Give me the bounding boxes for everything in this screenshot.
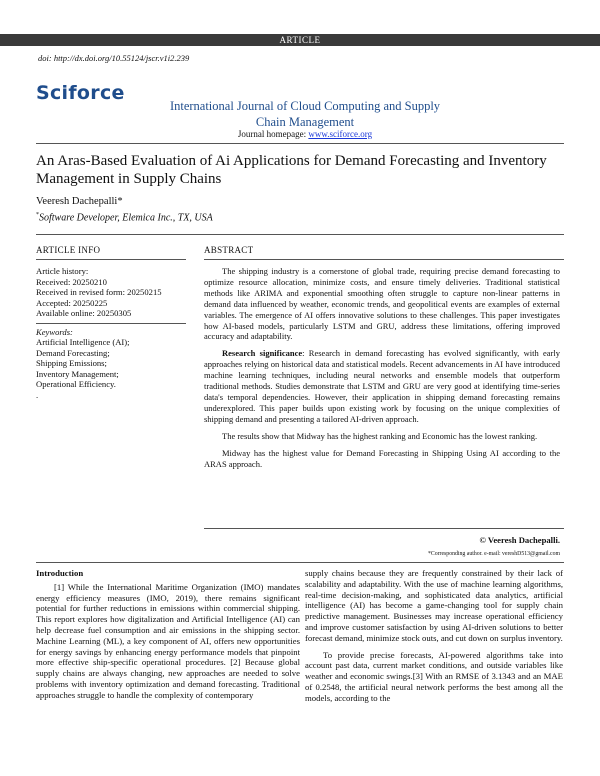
abstract-paragraph: The shipping industry is a cornerstone of global trade, requiring precise demand forecasting to optimize resource allocation, minimize costs, and ensure timely deliveries. Traditional statistical methods like ARIMA and exponential smoothing often struggle to capture non-linear patterns in demand data influenced by weather, economic trends, and geopolitical events are examples of external variables. The emergence of AI offers innovative solutions to these challenges. This paper investigates how AI-based models, particularly LSTM and GRU, address these limitations, offering improved accuracy and adaptability. [204,266,560,342]
keyword: Artificial Intelligence (AI); [36,337,130,347]
author-affiliation [36,212,213,223]
divider [36,259,186,260]
research-significance-text: : Research in demand forecasting has evolved significantly, with early approaches relying on historical data and statistical models. Recent advancements in AI have introduced machine learning techniques, including neural networks and ensemble models that outperform traditional methods. Studies demonstrate that LSTM and GRU are very good at identifying time-series data's temporal dependencies. However, their application in shipping demand forecasting remains underexplored. This paper builds upon existing work by focusing on the unique complexities of shipping demand and presenting a tailored AI-driven approach. [204,348,560,424]
article-info-panel [36,266,186,400]
abstract-paragraph: Midway has the highest value for Demand Forecasting in Shipping Using AI according to the ARAS approach. [204,447,560,469]
publisher-logo: Sciforce [36,82,125,104]
journal-title: International Journal of Cloud Computing and Supply Chain Management [169,99,441,129]
homepage-link[interactable]: www.sciforce.org [308,129,373,139]
body-column-left [36,568,300,707]
affiliation-marker: * [36,212,39,218]
accepted-date: Accepted: 20250225 [36,297,108,308]
corresponding-author: *Corresponding author. e-mail: vereshD513@gmail.com [427,551,560,557]
keyword: Demand Forecasting; [36,347,110,358]
abstract-paragraph: The results show that Midway has the highest ranking and Economic has the lowest ranking. [222,430,538,441]
abstract-paragraph [204,348,560,424]
received-date: Received: 20250210 [36,276,107,287]
keyword: Shipping Emissions; [36,358,107,368]
keyword: Operational Efficiency. [36,379,116,389]
keywords-label: Keywords: [36,326,73,337]
history-label: Article history: [36,266,89,276]
research-significance-label: Research significance [222,348,303,359]
body-column-right [305,568,563,710]
divider [204,528,564,529]
homepage-label: Journal homepage: [237,129,309,139]
online-date: Available online: 20250305 [36,308,132,318]
copyright-notice: © Veeresh Dachepalli. [479,535,560,545]
abstract-body [204,266,560,475]
keyword-trailing: . [36,389,39,400]
divider [36,562,564,563]
divider [36,234,564,235]
abstract-heading: ABSTRACT [204,245,254,255]
body-paragraph: To provide precise forecasts, AI-powered algorithms take into account past data, current market conditions, and outside variables like weather and economic swings.[3] With an RMSE of 3.1343 and an MAE of 0.2548, the artificial neural network performs the best among all the models, according to the [305,649,563,703]
body-paragraph: [1] While the International Maritime Organization (IMO) mandates energy efficiency measures (IMO, 2019), there remains significant potential for further reductions in emissions within commercial shipping. This report explores how digitalization and Artificial Intelligence (AI) can help decrease fuel consumption and air emissions in the shipping sector. Machine Learning (ML), a key component of AI, offers new opportunities for energy savings by enhancing energy performance models that pinpoint more effective ship-specific operational procedures. [2] Because global supply chains are always changing, new approaches are needed to solve problems with inventory optimization and demand forecasting. Traditional approaches struggle to handle the complexity of contemporary [36,581,300,700]
article-type-banner: ARTICLE [0,34,600,46]
body-paragraph: supply chains because they are frequently constrained by their lack of scalability and adaptability. With the use of machine learning algorithms, real-time decision-making, and sophisticated data analytics, artificial intelligence (AI) has become a game-changing tool for supply chain predictive management. Businesses may increase operational efficiency and improve customer satisfaction by using AI-driven solutions to better forecast demand, minimize stock outs, and cut down on surplus inventory. [305,568,563,643]
doi-link[interactable]: doi: http://dx.doi.org/10.55124/jscr.v1i2.239 [38,53,190,63]
article-title: An Aras-Based Evaluation of Ai Applications for Demand Forecasting and Inventory Management in Supply Chains [36,153,547,187]
divider [204,259,564,260]
article-info-heading: ARTICLE INFO [36,245,101,255]
keyword: Inventory Management; [36,368,119,379]
divider [36,323,186,324]
revised-date: Received in revised form: 20250215 [36,287,162,297]
affiliation-text: Software Developer, Elemica Inc., TX, USA [39,212,213,224]
divider [36,143,564,144]
author-name: Veeresh Dachepalli* [36,196,123,207]
journal-homepage [160,129,450,139]
section-heading-introduction: Introduction [36,568,84,578]
